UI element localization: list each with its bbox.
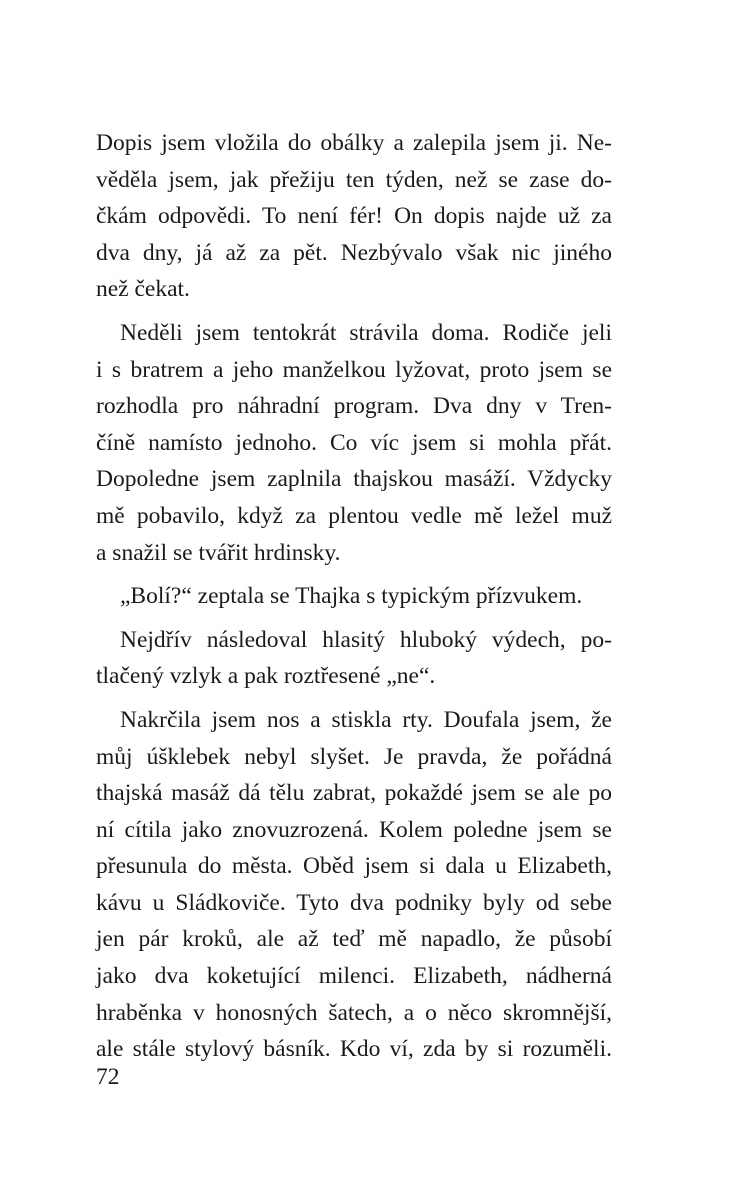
text-line: i s bratrem a jeho manželkou lyžovat, proto jsem se [96, 356, 612, 383]
text-line: a snažil se tvářit hrdinsky. [96, 539, 341, 566]
text-line: věděla jsem, jak přežiju ten týden, než se zase do- [96, 166, 612, 193]
page-number: 72 [96, 1064, 120, 1090]
text-line: „Bolí?“ zeptala se Thajka s typickým přízvukem. [120, 583, 583, 610]
text-line: jen pár kroků, ale až teď mě napadlo, že působí [96, 926, 612, 953]
text-line: Dopoledne jsem zaplnila thajskou masáží. Vždycky [96, 466, 612, 493]
text-line: číně namísto jednoho. Co víc jsem si mohla přát. [96, 429, 612, 456]
text-line: thajská masáž dá tělu zabrat, pokaždé jsem se ale po [96, 780, 612, 807]
text-line: přesunula do města. Oběd jsem si dala u Elizabeth, [96, 853, 612, 880]
paragraph-1 [96, 125, 612, 308]
text-line: Nakrčila jsem nos a stiskla rty. Doufala jsem, že [120, 706, 612, 733]
text-line: než čekat. [96, 276, 190, 303]
text-line: dva dny, já až za pět. Nezbývalo však nic jiného [96, 239, 612, 266]
book-page-text [96, 125, 612, 1075]
paragraph-2 [96, 315, 612, 571]
text-line: jako dva koketující milenci. Elizabeth, nádherná [96, 963, 612, 990]
text-line: ale stále stylový básník. Kdo ví, zda by si rozuměli. [96, 1036, 612, 1063]
text-line: kávu u Sládkoviče. Tyto dva podniky byly od sebe [96, 889, 612, 916]
text-line: Nejdřív následoval hlasitý hluboký výdech, po- [120, 626, 612, 653]
text-line: tlačený vzlyk a pak roztřesené „ne“. [96, 663, 436, 690]
text-line: můj úšklebek nebyl slyšet. Je pravda, že pořádná [96, 743, 612, 770]
text-line: rozhodla pro náhradní program. Dva dny v Tren- [96, 393, 612, 420]
text-line: hraběnka v honosných šatech, a o něco skromnější, [96, 999, 612, 1026]
text-line: čkám odpovědi. To není fér! On dopis najde už za [96, 203, 612, 230]
text-line: Neděli jsem tentokrát strávila doma. Rodiče jeli [120, 319, 612, 346]
text-line: ní cítila jako znovuzrozená. Kolem poledne jsem se [96, 816, 612, 843]
paragraph-5 [96, 702, 612, 1068]
text-line: mě pobavilo, když za plentou vedle mě ležel muž [96, 502, 612, 529]
paragraph-4 [96, 622, 612, 695]
text-line: Dopis jsem vložila do obálky a zalepila jsem ji. Ne- [96, 130, 612, 156]
paragraph-3 [96, 578, 612, 615]
